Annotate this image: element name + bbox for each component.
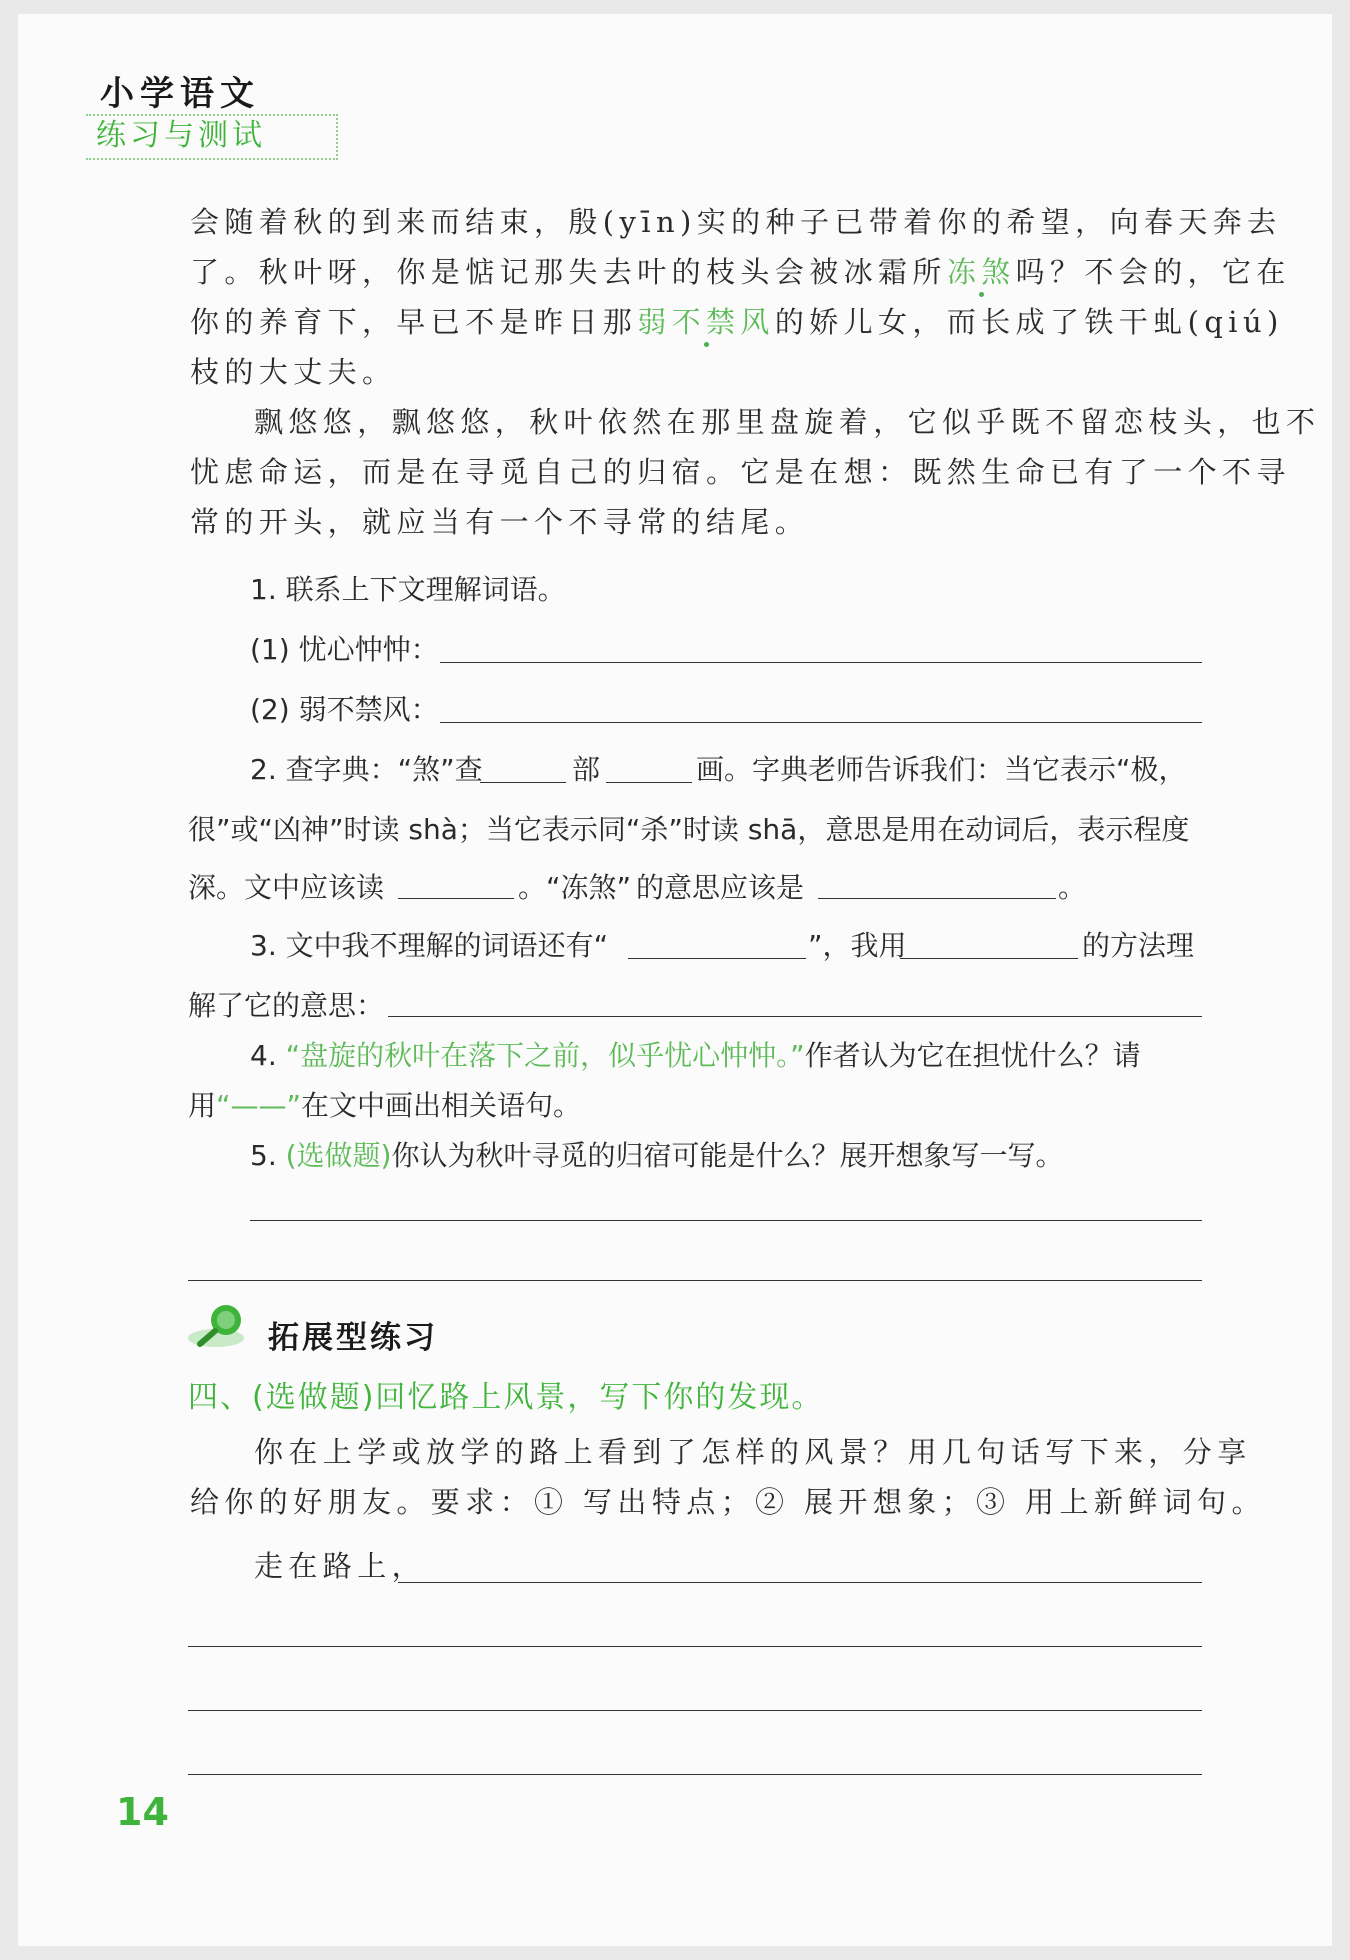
question-2-highlight: “冻煞” bbox=[546, 871, 632, 904]
answer-blank-pronunciation[interactable] bbox=[398, 898, 514, 899]
answer-blank-strokes[interactable] bbox=[606, 782, 692, 783]
passage-line-3: 你的养育下，早已不是昨日那弱不禁风的娇儿女，而长成了铁干虬(qiú) bbox=[190, 305, 1284, 339]
brand-subtitle: 练习与测试 bbox=[96, 118, 266, 153]
brand-title: 小学语文 bbox=[100, 74, 260, 114]
answer-blank-meaning[interactable] bbox=[818, 898, 1056, 899]
question-3-part-b: ”，我用 bbox=[808, 929, 907, 962]
question-1a-label: (1) 忧心忡忡： bbox=[250, 633, 439, 666]
passage-line-4: 枝的大丈夫。 bbox=[190, 355, 397, 389]
passage-p2-line-3: 常的开头，就应当有一个不寻常的结尾。 bbox=[190, 505, 810, 539]
question-2-part-e: 深。文中应该读 bbox=[188, 871, 385, 904]
writing-line-4[interactable] bbox=[188, 1774, 1202, 1775]
writing-line-1[interactable] bbox=[398, 1582, 1202, 1583]
answer-blank-radical[interactable] bbox=[480, 782, 566, 783]
question-3-part-c: 的方法理 bbox=[1082, 929, 1195, 962]
section-title: 拓展型练习 bbox=[268, 1320, 438, 1356]
writing-line-2[interactable] bbox=[188, 1646, 1202, 1647]
highlight-word-ruobujinfeng: 弱不禁风 bbox=[637, 305, 775, 339]
question-4-quote: “盘旋的秋叶在落下之前，似乎忧心忡忡。” bbox=[285, 1039, 805, 1072]
task-text-line-2: 给你的好朋友。要求：① 写出特点；② 展开想象；③ 用上新鲜词句。 bbox=[190, 1485, 1266, 1519]
page-number: 14 bbox=[116, 1790, 169, 1834]
passage-line-2: 了。秋叶呀，你是惦记那失去叶的枝头会被冰霜所冻煞吗？不会的，它在 bbox=[190, 255, 1291, 289]
question-2-part-d: 很”或“凶神”时读 shà；当它表示同“杀”时读 shā，意思是用在动词后，表示程度 bbox=[188, 813, 1190, 846]
underline-mark: “——” bbox=[216, 1089, 302, 1122]
passage-p2-line-2: 忧虑命运，而是在寻觅自己的归宿。它是在想：既然生命已有了一个不寻 bbox=[190, 455, 1291, 489]
highlight-word-dongsha: 冻煞 bbox=[946, 255, 1016, 289]
question-2-part-a: 2. 查字典：“煞”查 bbox=[250, 753, 483, 786]
answer-line-3[interactable] bbox=[388, 1016, 1202, 1017]
writing-line-3[interactable] bbox=[188, 1710, 1202, 1711]
answer-line-1b[interactable] bbox=[440, 722, 1202, 723]
question-1: 1. 联系上下文理解词语。 bbox=[250, 573, 566, 606]
answer-line-5b[interactable] bbox=[188, 1280, 1202, 1281]
question-3-part-d: 解了它的意思： bbox=[188, 989, 385, 1022]
answer-line-5a[interactable] bbox=[250, 1220, 1202, 1221]
question-4: 4. “盘旋的秋叶在落下之前，似乎忧心忡忡。”作者认为它在担忧什么？请 bbox=[250, 1039, 1141, 1072]
question-3-part-a: 3. 文中我不理解的词语还有“ bbox=[250, 929, 609, 962]
question-4-continued: 用“——”在文中画出相关语句。 bbox=[188, 1089, 582, 1122]
magnifier-icon bbox=[186, 1300, 256, 1352]
answer-blank-word[interactable] bbox=[628, 958, 806, 959]
question-2-part-h: 的意思应该是 bbox=[636, 871, 805, 904]
task-title: 四、(选做题)回忆路上风景，写下你的发现。 bbox=[188, 1380, 824, 1415]
question-2-part-f: 。 bbox=[518, 871, 547, 904]
question-2-part-i: 。 bbox=[1058, 871, 1087, 904]
passage-line-1: 会随着秋的到来而结束，殷(yīn)实的种子已带着你的希望，向春天奔去 bbox=[190, 205, 1282, 239]
answer-line-1a[interactable] bbox=[440, 662, 1202, 663]
optional-tag: (选做题) bbox=[285, 1139, 392, 1172]
passage-p2-line-1: 飘悠悠，飘悠悠，秋叶依然在那里盘旋着，它似乎既不留恋枝头，也不 bbox=[254, 405, 1321, 439]
question-5: 5. (选做题)你认为秋叶寻觅的归宿可能是什么？展开想象写一写。 bbox=[250, 1139, 1064, 1172]
question-2-part-b: 部 bbox=[572, 753, 601, 786]
question-2-part-c: 画。字典老师告诉我们：当它表示“极， bbox=[696, 753, 1187, 786]
task-text-line-1: 你在上学或放学的路上看到了怎样的风景？用几句话写下来，分享 bbox=[254, 1435, 1252, 1469]
question-1b-label: (2) 弱不禁风： bbox=[250, 693, 439, 726]
task-prompt: 走在路上， bbox=[254, 1549, 427, 1583]
answer-blank-method[interactable] bbox=[900, 958, 1078, 959]
